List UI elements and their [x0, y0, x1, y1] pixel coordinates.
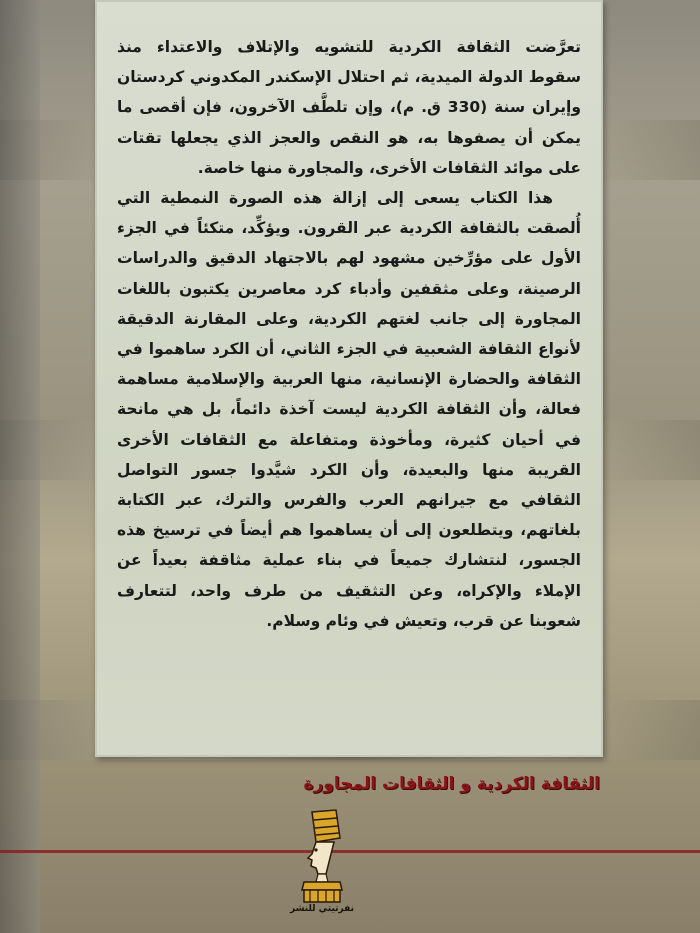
- blurb-paragraph-2: هذا الكتاب يسعى إلى إزالة هذه الصورة النمطية التي أُلصقت بالثقافة الكردية عبر القرون. ويؤكِّد، متكئاً في الجزء الأول على مؤرِّخين مشهود لهم بالاجتهاد الدقيق والدراسات الرصينة، وعلى مثقفين وأدباء كرد معاصرين يكتبون باللغات المجاورة إلى جانب لغتهم الكردية، وعلى المقارنة الدقيقة لأنواع الثقافة الشعبية في الجزء الثاني، أن الكرد ساهموا في الثقافة والحضارة الإنسانية، منها العربية والإسلامية مساهمة فعالة، وأن الثقافة الكردية ليست آخذة دائماً، بل هي مانحة في أحيان كثيرة، ومأخوذة ومتفاعلة مع الثقافات الأخرى القريبة منها والبعيدة، وأن الكرد شيَّدوا جسور التواصل الثقافي مع جيرانهم العرب والفرس والترك، عبر الكتابة بلغاتهم، ويتطلعون إلى أن يساهموا هم أيضاً في ترسيخ هذه الجسور، لنتشارك جميعاً في بناء عملية مثاقفة بعيداً عن الإملاء والإكراه، وعن التثقيف من طرف واحد، لتتعارف شعوبنا عن قرب، وتعيش في وئام وسلام.: [117, 189, 581, 630]
- publisher-logo: [290, 808, 354, 920]
- book-title: الثقافة الكردية و الثقافات المجاورة: [303, 774, 600, 794]
- nefertiti-head-icon: [290, 808, 354, 904]
- book-spine-shadow: [0, 0, 40, 933]
- blurb-paragraph-1: تعرَّضت الثقافة الكردية للتشويه والإتلاف والاعتداء منذ سقوط الدولة الميدية، ثم احتلال الإسكندر المكدوني كردستان وإيران سنة (330 ق. م)، وإن تلطَّف الآخرون، فإن أقصى ما يمكن أن يصفوها به، هو النقص والعجز الذي يجعلها تقتات على موائد الثقافات الأخرى، والمجاورة منها خاصة.: [117, 38, 581, 177]
- publisher-name: نفرتيتي للنشر: [290, 904, 354, 914]
- back-cover-text-panel: [95, 0, 603, 757]
- blurb-text: [117, 32, 581, 636]
